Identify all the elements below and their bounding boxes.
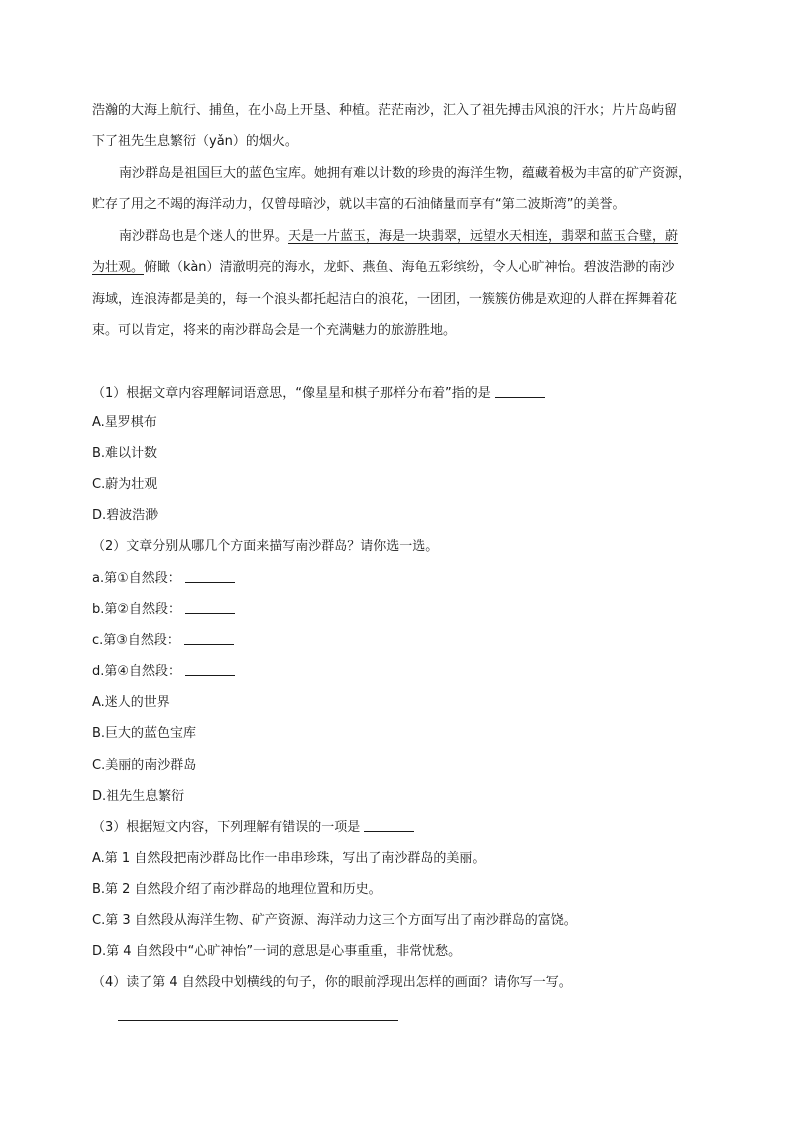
sub-question [92,600,722,620]
answer-line[interactable] [118,1020,398,1021]
option: D.碧波浩渺 [92,508,159,523]
passage-line: 南沙群岛是祖国巨大的蓝色宝库。她拥有难以计数的珍贵的海洋生物，蕴藏着极为丰富的矿产资源， [119,166,692,181]
option: A.星罗棋布 [92,415,157,430]
option: C.第 3 自然段从海洋生物、矿产资源、海洋动力这三个方面写出了南沙群岛的富饶。 [92,913,577,928]
underlined-sentence: 天是一片蓝玉，海是一块翡翠，远望水天相连，翡翠和蓝玉合璧，蔚 [288,229,679,244]
passage-text: 南沙群岛也是个迷人的世界。 [119,229,289,244]
passage-line: 束。可以肯定，将来的南沙群岛会是一个充满魅力的旅游胜地。 [92,323,457,338]
option: B.第 2 自然段介绍了南沙群岛的地理位置和历史。 [92,882,382,897]
question-stem: （2）文章分别从哪几个方面来描写南沙群岛？请你选一选。 [92,539,439,554]
passage-line [119,227,749,247]
passage-line: 贮存了用之不竭的海洋动力，仅曾母暗沙，就以丰富的石油储量而享有“第二波斯湾”的美誉。 [92,197,626,212]
passage-text: 俯瞰（kàn）清澈明亮的海水，龙虾、燕鱼、海龟五彩缤纷，令人心旷神怡。碧波浩渺的南沙 [144,260,675,275]
sub-question-label: d.第④自然段： [92,664,182,679]
answer-blank[interactable] [364,818,414,832]
underlined-sentence: 为壮观。 [92,260,145,275]
option: A.迷人的世界 [92,695,170,710]
passage-line: 海域，连浪涛都是美的，每一个浪头都托起洁白的浪花，一团团，一簇簇仿佛是欢迎的人群在挥舞着花 [92,292,678,307]
passage-line [92,258,722,278]
option: D.祖先生息繁衍 [92,789,185,804]
answer-blank[interactable] [185,600,235,614]
passage-line: 下了祖先生息繁衍（yǎn）的烟火。 [92,134,298,149]
option: C.蔚为壮观 [92,477,158,492]
passage-line: 浩瀚的大海上航行、捕鱼，在小岛上开垦、种植。茫茫南沙，汇入了祖先搏击风浪的汗水；片片岛屿留 [92,103,678,118]
option: B.难以计数 [92,446,158,461]
question-stem: （4）读了第 4 自然段中划横线的句子，你的眼前浮现出怎样的画面？请你写一写。 [92,975,572,990]
option: B.巨大的蓝色宝库 [92,726,197,741]
question-stem [92,818,722,838]
option: C.美丽的南沙群岛 [92,758,197,773]
option: D.第 4 自然段中“心旷神怡”一词的意思是心事重重，非常忧愁。 [92,944,462,959]
answer-blank[interactable] [185,569,235,583]
question-text: （1）根据文章内容理解词语意思，“像星星和棋子那样分布着”指的是 [92,386,491,401]
option: A.第 1 自然段把南沙群岛比作一串串珍珠，写出了南沙群岛的美丽。 [92,851,486,866]
sub-question-label: c.第③自然段： [92,633,180,648]
sub-question [92,662,722,682]
sub-question-label: b.第②自然段： [92,602,182,617]
sub-question [92,569,722,589]
answer-blank[interactable] [185,662,235,676]
question-text: （3）根据短文内容，下列理解有错误的一项是 [92,820,361,835]
answer-blank[interactable] [495,384,545,398]
sub-question-label: a.第①自然段： [92,571,181,586]
question-stem [92,384,722,404]
sub-question [92,631,722,651]
answer-blank[interactable] [184,631,234,645]
